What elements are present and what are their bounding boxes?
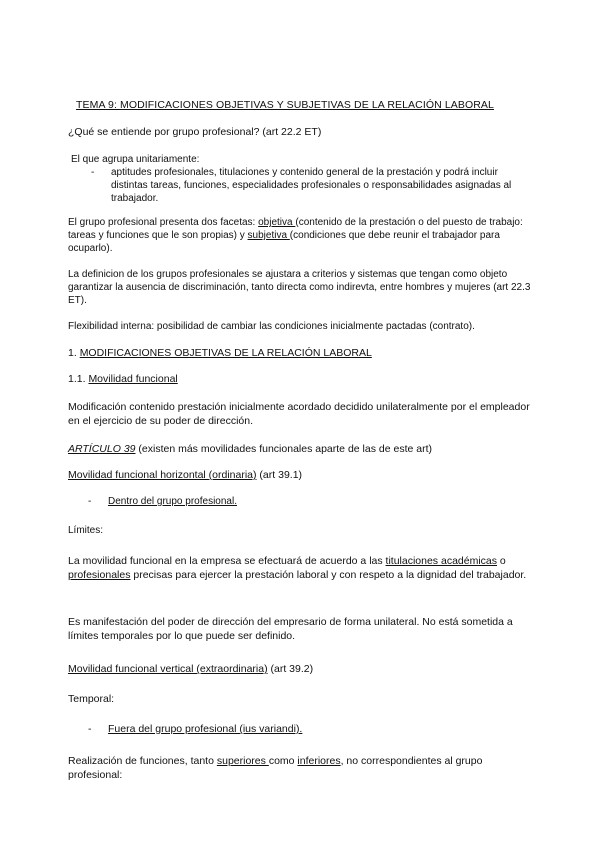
text-run: (contenido de la prestación o del puesto de trabajo: tareas y funciones que le son propias) y bbox=[68, 217, 523, 241]
objetiva-term: objetiva bbox=[258, 217, 296, 228]
modificacion-paragraph: Modificación contenido prestación inicialmente acordado decidido unilateralmente por el empleador en el ejercicio de su poder de dirección. bbox=[68, 401, 530, 427]
section-number: 1. bbox=[68, 347, 80, 359]
facetas-paragraph bbox=[68, 216, 538, 255]
articulo-39-note: (existen más movilidades funcionales aparte de las de este art) bbox=[135, 443, 432, 455]
superiores-term: superiores bbox=[216, 755, 269, 767]
list-item: - aptitudes profesionales, titulaciones y contenido general de la prestación y podrá incluir distintas tareas, funciones, especialidades profesionales o responsabilidades asignadas al trabajador. bbox=[71, 166, 541, 205]
text-run: como bbox=[268, 755, 298, 767]
agrupa-block bbox=[71, 153, 541, 205]
list-item: - Fuera del grupo profesional (ius variandi). bbox=[68, 722, 538, 736]
fuera-list bbox=[68, 722, 538, 736]
section-1-1-heading bbox=[68, 372, 538, 386]
dentro-list-block bbox=[68, 495, 538, 508]
articulo-39-line bbox=[68, 442, 538, 456]
definicion-paragraph: La definicion de los grupos profesionales se ajustara a criterios y sistemas que tengan como objeto garantizar la ausencia de discriminación, tanto directa como indirevta, entre hombres y mujeres (art 22.3 ET). bbox=[68, 269, 531, 306]
profesionales-term: profesionales bbox=[68, 569, 131, 581]
horizontal-heading bbox=[68, 468, 538, 482]
text-run: Realización de funciones, tanto bbox=[68, 755, 217, 767]
horizontal-ref: (art 39.1) bbox=[256, 469, 303, 481]
inferiores-term: inferiores bbox=[297, 755, 341, 767]
vertical-heading bbox=[68, 662, 538, 676]
section-1-heading bbox=[68, 346, 538, 360]
text-run: precisas para ejercer la prestación laboral y con respeto a la dignidad del trabajador. bbox=[130, 569, 527, 581]
limites-label: Límites: bbox=[68, 525, 104, 536]
articulo-39-label: ARTÍCULO 39 bbox=[68, 443, 136, 455]
text-run: , no correspondientes al grupo profesional: bbox=[68, 755, 483, 781]
text-run: El grupo profesional presenta dos facetas: bbox=[68, 217, 259, 228]
horizontal-title: Movilidad funcional horizontal (ordinaria) bbox=[68, 469, 257, 481]
realizacion-paragraph bbox=[68, 754, 538, 782]
section-title: MODIFICACIONES OBJETIVAS DE LA RELACIÓN LABORAL bbox=[79, 347, 372, 359]
text-run: o bbox=[497, 555, 506, 567]
section-number: 1.1. bbox=[68, 373, 89, 385]
text-run: (condiciones que debe reunir el trabajador para ocuparlo). bbox=[68, 230, 500, 254]
list-item: - Dentro del grupo profesional. bbox=[68, 495, 538, 508]
vertical-title: Movilidad funcional vertical (extraordinaria) bbox=[68, 663, 268, 675]
subjetiva-term: subjetiva bbox=[247, 230, 290, 241]
movilidad-paragraph bbox=[68, 554, 538, 582]
agrupa-list bbox=[71, 166, 541, 205]
titulaciones-term: titulaciones académicas bbox=[385, 555, 498, 567]
agrupa-intro: El que agrupa unitariamente: bbox=[71, 154, 200, 165]
flexibilidad-paragraph: Flexibilidad interna: posibilidad de cambiar las condiciones inicialmente pactadas (contrato). bbox=[68, 321, 475, 332]
temporal-label: Temporal: bbox=[68, 693, 115, 705]
vertical-ref: (art 39.2) bbox=[267, 663, 314, 675]
text-run: La movilidad funcional en la empresa se efectuará de acuerdo a las bbox=[68, 555, 386, 567]
page-title: TEMA 9: MODIFICACIONES OBJETIVAS Y SUBJETIVAS DE LA RELACIÓN LABORAL bbox=[76, 99, 494, 111]
fuera-list-block bbox=[68, 722, 538, 736]
manifestacion-paragraph: Es manifestación del poder de dirección del empresario de forma unilateral. No está sometida a límites temporales por lo que puede ser definido. bbox=[68, 616, 513, 642]
dentro-list bbox=[68, 495, 538, 508]
question-grupo-profesional: ¿Qué se entiende por grupo profesional? (art 22.2 ET) bbox=[68, 126, 322, 138]
section-title: Movilidad funcional bbox=[88, 373, 178, 385]
